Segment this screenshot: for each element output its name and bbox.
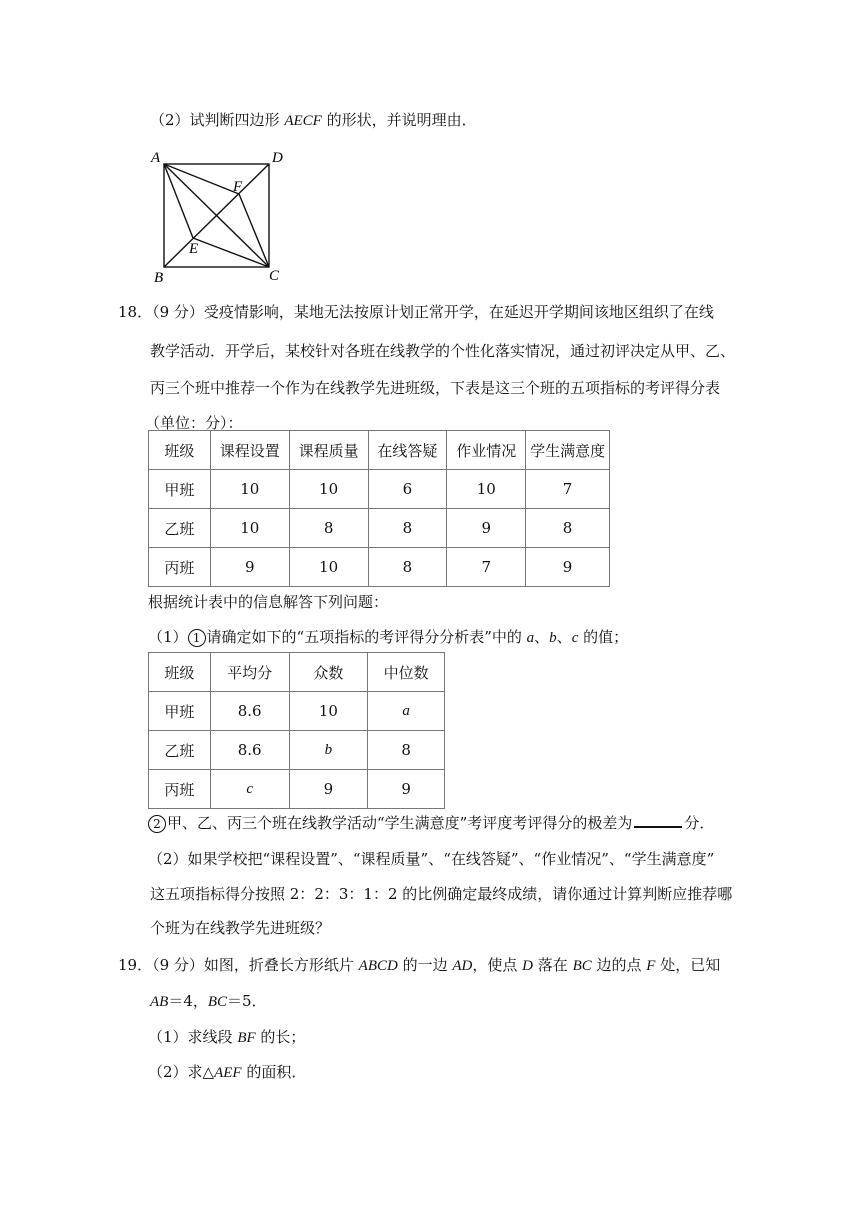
segment-af xyxy=(164,164,239,194)
score-table-cell: 8 xyxy=(368,509,447,548)
segment-fc xyxy=(239,194,269,267)
q19-l1-pre: 19．（9 分）如图，折叠长方形纸片 xyxy=(118,956,359,974)
analysis-table-cell: 10 xyxy=(289,692,368,731)
q19-part1 xyxy=(148,1026,305,1049)
analysis-table-cell: 9 xyxy=(289,770,368,809)
analysis-table-cell: c xyxy=(210,770,289,809)
q19-var: BF xyxy=(237,1030,256,1046)
score-table-cell: 8 xyxy=(289,509,368,548)
q19-text: 落在 xyxy=(533,956,573,974)
score-table-header: 学生满意度 xyxy=(526,431,610,470)
analysis-table-cell: 乙班 xyxy=(149,731,211,770)
circled-number-1: 1 xyxy=(188,629,206,647)
q19-text: ＝4， xyxy=(168,992,208,1010)
q19-p2-post: 的面积． xyxy=(241,1063,307,1081)
q19-var: AB xyxy=(150,994,169,1010)
score-table-cell: 丙班 xyxy=(149,548,211,587)
segment-ec xyxy=(193,238,269,267)
q19-var: AD xyxy=(452,958,473,974)
label-f: F xyxy=(233,179,243,195)
q18-sub1b-line xyxy=(148,812,714,834)
q19-part2 xyxy=(148,1061,306,1084)
q18-sub2-line2: 这五项指标得分按照 2：2：3：1：2 的比例确定最终成绩，请你通过计算判断应推荐哪 xyxy=(150,885,733,903)
label-e: E xyxy=(189,241,199,257)
score-table-cell: 10 xyxy=(289,548,368,587)
analysis-table-header-row xyxy=(149,653,445,692)
analysis-table-cell: 9 xyxy=(368,770,445,809)
q18-intro-line3: 丙三个班中推荐一个作为在线教学先进班级，下表是这三个班的五项指标的考评得分表 xyxy=(150,379,721,397)
score-table-cell: 10 xyxy=(210,509,289,548)
q18-sub1-pre: 请确定如下的“五项指标的考评得分分析表”中的 xyxy=(206,628,527,646)
q18-sub1b-post: 分． xyxy=(684,814,715,832)
score-table-header: 作业情况 xyxy=(447,431,526,470)
score-table-cell: 9 xyxy=(526,548,610,587)
analysis-table-cell: b xyxy=(289,731,368,770)
score-table-cell: 9 xyxy=(447,509,526,548)
var-b: b xyxy=(549,630,557,646)
analysis-table xyxy=(148,652,445,809)
var-a: a xyxy=(526,630,535,646)
answer-blank[interactable] xyxy=(634,812,682,828)
q18-sub1-number: （1） xyxy=(148,628,188,646)
analysis-table-header: 众数 xyxy=(289,653,368,692)
q19-var: F xyxy=(646,958,656,974)
score-table-header: 在线答疑 xyxy=(368,431,447,470)
q19-var: BC xyxy=(207,994,228,1010)
q19-text: ＝5． xyxy=(227,992,267,1010)
analysis-table-cell: 甲班 xyxy=(149,692,211,731)
score-table-header: 课程质量 xyxy=(289,431,368,470)
score-table-row xyxy=(149,548,610,587)
q18-sub2-line3: 个班为在线教学先进班级？ xyxy=(150,919,331,937)
q19-var: BC xyxy=(572,958,592,974)
analysis-table-header: 中位数 xyxy=(368,653,445,692)
score-table-header: 班级 xyxy=(149,431,211,470)
q19-text: ，使点 xyxy=(472,956,523,974)
segment-ae xyxy=(164,164,193,238)
analysis-table-header: 班级 xyxy=(149,653,211,692)
q18-sub2-line1: （2）如果学校把“课程设置”、“课程质量”、“在线答疑”、“作业情况”、“学生满意度” xyxy=(148,850,715,868)
q17-part2-number: （2） xyxy=(150,111,190,129)
analysis-table-cell: 8.6 xyxy=(210,692,289,731)
score-table-cell: 10 xyxy=(210,470,289,509)
q18-intro-line4: （单位：分）： xyxy=(145,414,243,432)
analysis-table-row xyxy=(149,692,445,731)
analysis-table-row xyxy=(149,770,445,809)
q18-sub1-line xyxy=(148,626,628,649)
q17-part2-pre: 试判断四边形 xyxy=(189,111,285,129)
q19-var: ABCD xyxy=(358,958,398,974)
q19-p1-pre: （1）求线段 xyxy=(148,1028,238,1046)
score-table-header: 课程设置 xyxy=(210,431,289,470)
score-table-cell: 8 xyxy=(368,548,447,587)
q18-sub1-sep: 、 xyxy=(534,628,550,646)
score-table-cell: 6 xyxy=(368,470,447,509)
score-table-cell: 9 xyxy=(210,548,289,587)
q19-line2 xyxy=(150,990,267,1013)
q19-p1-post: 的长； xyxy=(255,1028,306,1046)
var-c: c xyxy=(571,630,579,646)
label-c: C xyxy=(269,268,280,284)
q17-quad-name: AECF xyxy=(284,113,322,129)
q18-intro-line1: 18．（9 分）受疫情影响，某地无法按原计划正常开学，在延迟开学期间该地区组织了在线 xyxy=(118,303,714,321)
square-figure-svg xyxy=(145,140,285,285)
q18-sub1-sep: 、 xyxy=(556,628,572,646)
label-a: A xyxy=(151,150,161,166)
q19-p2-pre: （2）求△ xyxy=(148,1063,215,1081)
score-table-cell: 甲班 xyxy=(149,470,211,509)
analysis-table-header: 平均分 xyxy=(210,653,289,692)
q17-part2-line xyxy=(150,109,477,132)
analysis-table-cell: 8.6 xyxy=(210,731,289,770)
label-d: D xyxy=(272,150,283,166)
score-table-cell: 8 xyxy=(526,509,610,548)
circled-number-2: 2 xyxy=(148,815,166,833)
q19-text: 的一边 xyxy=(397,956,453,974)
analysis-table-cell: 8 xyxy=(368,731,445,770)
score-table-cell: 乙班 xyxy=(149,509,211,548)
square-figure xyxy=(145,140,285,289)
q19-text: 处，已知 xyxy=(655,956,721,974)
analysis-table-cell: a xyxy=(368,692,445,731)
score-table-cell: 7 xyxy=(526,470,610,509)
q19-var: D xyxy=(522,958,534,974)
score-table-row xyxy=(149,509,610,548)
q19-text: 边的点 xyxy=(591,956,647,974)
q17-part2-post: 的形状，并说明理由． xyxy=(321,111,477,129)
label-b: B xyxy=(154,270,164,285)
score-table-cell: 10 xyxy=(447,470,526,509)
analysis-table-row xyxy=(149,731,445,770)
score-table-cell: 10 xyxy=(289,470,368,509)
score-table-header-row xyxy=(149,431,610,470)
q18-sub1b-text: 甲、乙、丙三个班在线教学活动“学生满意度”考评度考评得分的极差为 xyxy=(167,814,633,832)
analysis-table-cell: 丙班 xyxy=(149,770,211,809)
q19-var: AEF xyxy=(214,1065,242,1081)
q19-line1 xyxy=(118,954,720,977)
q18-sub1-post: 的值； xyxy=(578,628,629,646)
q18-after-table: 根据统计表中的信息解答下列问题： xyxy=(148,593,389,611)
score-table xyxy=(148,430,610,587)
score-table-cell: 7 xyxy=(447,548,526,587)
score-table-row xyxy=(149,470,610,509)
q18-intro-line2: 教学活动．开学后，某校针对各班在线教学的个性化落实情况，通过初评决定从甲、乙、 xyxy=(150,342,736,360)
